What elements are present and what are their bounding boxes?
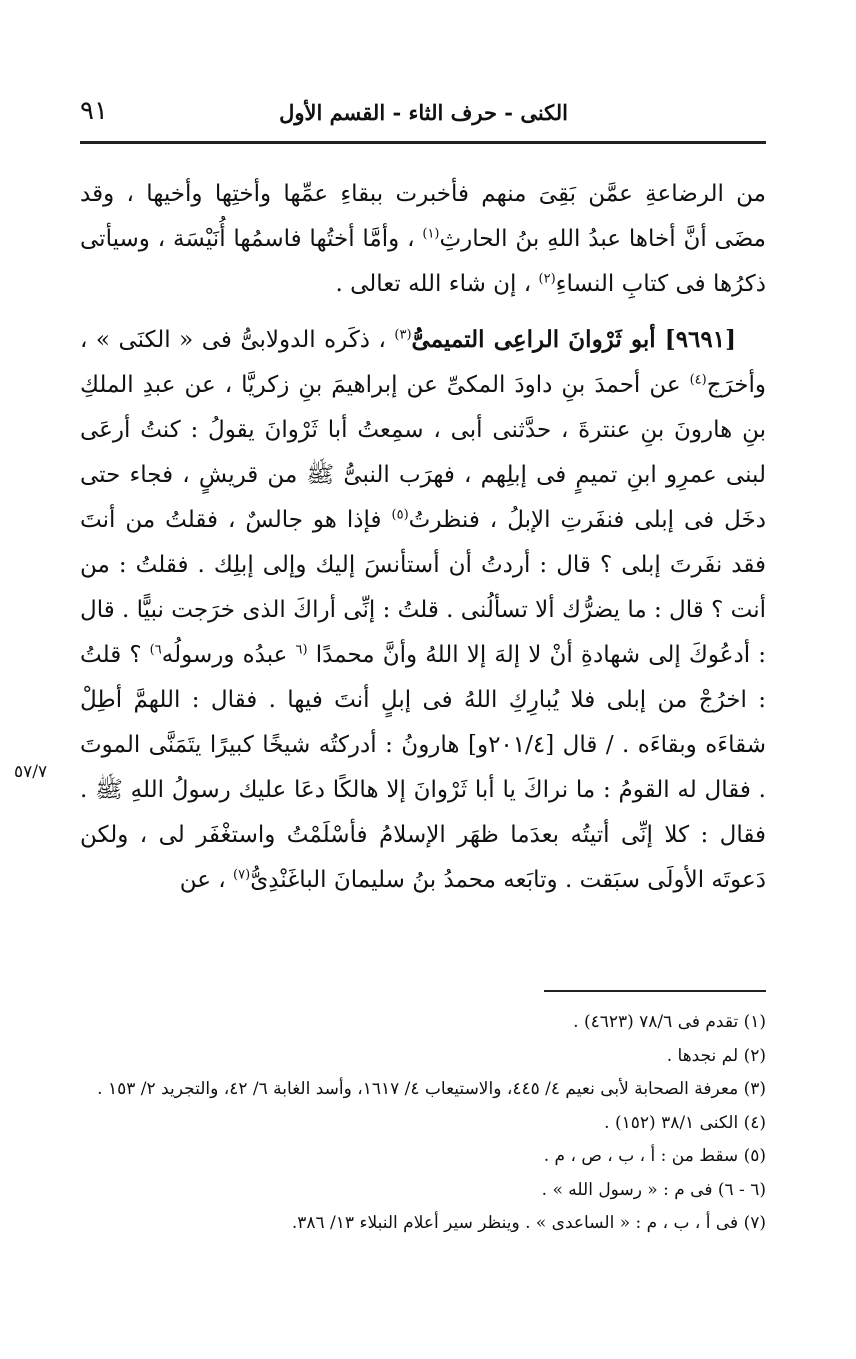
- body-text: [80, 172, 766, 913]
- entry-heading: [٩٦٩١] أبو ثَرْوانَ الراعِى التميمىُّ: [411, 326, 736, 353]
- footnote-ref-1: (١): [422, 226, 440, 242]
- footnote: (٥) سقط من : أ ، ب ، ص ، م .: [543, 1146, 766, 1166]
- footnote: (١) تقدم فى ٧٨/٦ (٤٦٢٣) .: [573, 1012, 766, 1032]
- footnote-ref-6-open: (٦: [295, 642, 308, 658]
- footnote: (٣) معرفة الصحابة لأبى نعيم ٤/ ٤٤٥، والاستيعاب ٤/ ١٦١٧، وأسد الغابة ٦/ ٤٢، والتجريد ٢/ ١٥٣ .: [97, 1079, 766, 1099]
- paragraph-1: من الرضاعةِ عمَّن بَقِىَ منهم فأخبرت ببقاءِ عمِّها وأختِها وأخيها ، وقد مضَى أنَّ أخاها عبدُ اللهِ بنُ الحارثِ$^{(١)}$ ، وأمَّا أختُها فاسمُها أُنَيْسَة ، وسيأتى ذكرُها فى كتابِ النساءِ$^{(٢)}$ ، إن شاء الله تعالى .: [80, 181, 766, 297]
- footnote: (٢) لم نجدها .: [666, 1045, 766, 1066]
- footnote-ref-2: (٢): [538, 271, 556, 287]
- running-title: الكنى - حرف الثاء - القسم الأول: [279, 100, 568, 125]
- margin-reference: ٥٧/٧: [14, 762, 48, 782]
- page-number: ٩١: [80, 96, 108, 126]
- footnote: (٦ - ٦) فى م : « رسول الله » .: [541, 1179, 766, 1200]
- footnote-separator: [544, 990, 766, 992]
- page-header: [80, 96, 766, 136]
- footnote-ref-6-close: ٦): [149, 642, 162, 658]
- header-rule: [80, 141, 766, 144]
- footnote-ref-5: (٥): [391, 507, 409, 523]
- footnote: (٤) الكنى ٣٨/١ (١٥٢) .: [604, 1112, 766, 1133]
- paragraph-entry-9691: [٩٦٩١] أبو ثَرْوانَ الراعِى التميمىُّ$^{(٣)}$ ، ذكَره الدولابىُّ فى « الكنَى » ، وأخرَج$^{(٤)}$ عن أحمدَ بنِ داودَ المكىِّ عن إبراهيمَ بنِ زكريَّا ، عن عبدِ الملكِ بنِ هارونَ بنِ عنترةَ ، حدَّثنى أبى ، سمِعتُ أبا ثَرْوانَ يقولُ : كنتُ أرعَى لبنى عمرِو ابنِ تميمٍ فى إبلِهم ، فهرَب النبىُّ ﷺ من قريشٍ ، فجاء حتى دخَل فى إبلى فنفَرتِ الإبلُ ، فنظرتُ$^{(٥)}$ فإذا هو جالسٌ ، فقلتُ من أنتَ فقد نفَرتَ إبلى ؟ قال : أردتُ أن أستأنسَ إليك وإلى إبلِك . فقلتُ : من أنت ؟ قال : ما يضرُّك ألا تسألُنى . قلتُ : إنِّى أراكَ الذى خرَجت نبيًّا . قال : أدعُوكَ إلى شهادةِ أنْ لا إلهَ إلا اللهُ وأنَّ محمدًا $^{(٦}$ عبدُه ورسولُه$^{٦)}$ ؟ قلتُ : اخرُجْ من إبلى فلا يُبارِكِ اللهُ فى إبلٍ أنتَ فيها . فقال : اللهمَّ أطِلْ شقاءَه وبقاءَه . / قال [٢٠١/٤و] هارونُ : أدركتُه شيخًا كبيرًا يتَمَنَّى الموتَ . فقال له القومُ : ما نراكَ يا أبا ثَرْوانَ إلا هالكًا دعَا عليك رسولُ اللهِ ﷺ . فقال : كلا إنِّى أتيتُه بعدَما ظهَر الإسلامُ فأسْلَمْتُ واستغْفَر لى ، ولكن دَعوتَه الأولَى سبَقت . وتابَعه محمدُ بنُ سليمانَ الباغَنْدِىُّ$^{(٧)}$ ، عن: [80, 326, 766, 893]
- footnote-ref-3: (٣): [394, 327, 412, 343]
- footnote-ref-7: (٧): [233, 867, 251, 883]
- footnote: (٧) فى أ ، ب ، م : « الساعدى » . وينظر سير أعلام النبلاء ١٣/ ٣٨٦.: [291, 1213, 766, 1233]
- footnotes: [80, 1006, 766, 1241]
- footnote-ref-4: (٤): [689, 372, 707, 388]
